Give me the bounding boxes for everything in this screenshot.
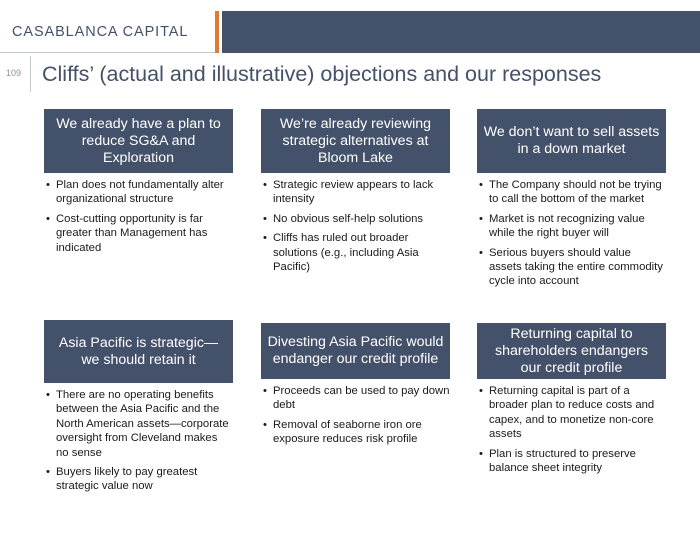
objection-card-returning-capital: [477, 323, 666, 480]
response-item: • Removal of seaborne iron ore exposure reduces risk profile: [263, 418, 450, 447]
response-item: • Proceeds can be used to pay down debt: [263, 384, 450, 413]
response-item: • There are no operating benefits between the Asia Pacific and the North American assets—corporate oversight from Cleveland makes no sense: [46, 388, 233, 460]
page-title: Cliffs’ (actual and illustrative) objections and our responses: [42, 62, 602, 86]
header-accent-bar: [215, 11, 219, 53]
header-band: [222, 11, 700, 53]
page-number: 109: [6, 68, 22, 78]
page-number-divider: [30, 56, 31, 92]
response-list: [44, 388, 233, 494]
response-item: • Buyers likely to pay greatest strategic value now: [46, 465, 233, 494]
response-list: [477, 384, 666, 475]
response-list: [261, 384, 450, 447]
response-item: • No obvious self-help solutions: [263, 212, 450, 226]
objection-heading: Asia Pacific is strategic— we should retain it: [44, 320, 233, 383]
header-divider: [0, 52, 215, 53]
objection-heading: We’re already reviewing strategic alternatives at Bloom Lake: [261, 109, 450, 173]
objection-heading: We don’t want to sell assets in a down market: [477, 109, 666, 173]
objection-heading: Divesting Asia Pacific would endanger our credit profile: [261, 323, 450, 379]
response-list: [44, 178, 233, 255]
objection-heading: We already have a plan to reduce SG&A and Exploration: [44, 109, 233, 173]
response-list: [477, 178, 666, 289]
objection-card-bloom-lake: [261, 109, 450, 279]
response-item: • Plan is structured to preserve balance sheet integrity: [479, 447, 666, 476]
objection-card-down-market: [477, 109, 666, 294]
response-item: • Strategic review appears to lack intensity: [263, 178, 450, 207]
response-item: • Cliffs has ruled out broader solutions (e.g., including Asia Pacific): [263, 231, 450, 274]
response-item: • Returning capital is part of a broader plan to reduce costs and capex, and to monetize non-core assets: [479, 384, 666, 442]
objection-heading: Returning capital to shareholders endangers our credit profile: [477, 323, 666, 379]
objection-card-sga: [44, 109, 233, 260]
response-item: • Cost-cutting opportunity is far greater than Management has indicated: [46, 212, 233, 255]
response-list: [261, 178, 450, 274]
response-item: • Serious buyers should value assets taking the entire commodity cycle into account: [479, 246, 666, 289]
response-item: • Plan does not fundamentally alter organizational structure: [46, 178, 233, 207]
company-logo: CASABLANCA CAPITAL: [12, 24, 189, 40]
objection-card-asia-strategic: [44, 320, 233, 499]
objection-card-asia-credit: [261, 323, 450, 452]
response-item: • The Company should not be trying to call the bottom of the market: [479, 178, 666, 207]
response-item: • Market is not recognizing value while the right buyer will: [479, 212, 666, 241]
